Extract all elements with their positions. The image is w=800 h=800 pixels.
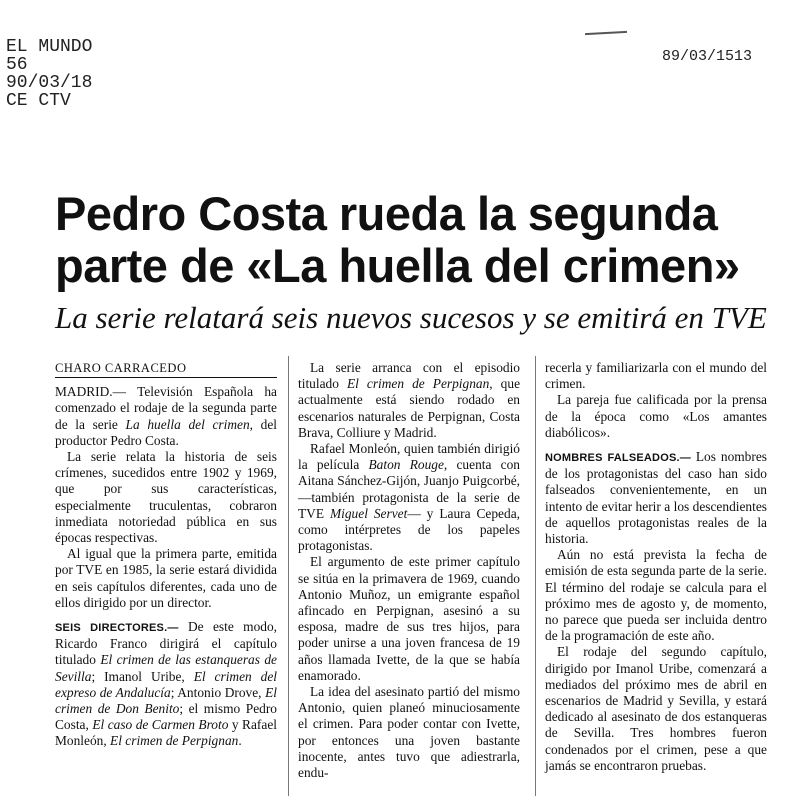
archive-reference-number: 89/03/1513 (661, 48, 752, 65)
paragraph: Al igual que la primera parte, emitida por TVE en 1985, la serie estará dividida en seis capítulos diferentes, cada uno de ellos dirigido por un director. (55, 546, 277, 610)
paragraph: NOMBRES FALSEADOS.— Los nombres de los protagonistas del caso han sido falseados convenientemente, en un intento de evitar herir a los descendientes de aquellos protagonistas reales de la historia. (545, 449, 767, 547)
headline-line-1: Pedro Costa rueda la segunda (55, 187, 718, 240)
paragraph: La pareja fue calificada por la prensa de la época como «Los amantes diabólicos». (545, 392, 767, 440)
section-heading: SEIS DIRECTORES.— (55, 622, 179, 635)
dateline: MADRID.— (55, 384, 138, 400)
article-column-3 (545, 360, 767, 774)
episode-title: El crimen de Don Benito (55, 684, 277, 717)
headline-line-2: parte de «La huella del crimen» (55, 239, 740, 292)
paragraph: Rafael Monleón, quien también dirigió la película Baton Rouge, cuenta con Aitana Sánchez-Gijón, Juanjo Puigcorbé, —también protagonista de la serie de TVE Miguel Servet— y Laura Cepeda, como intérpretes de los papeles protagonistas. (298, 441, 520, 554)
paragraph: SEIS DIRECTORES.— De este modo, Ricardo Franco dirigirá el capítulo titulado El crimen de las estanqueras de Sevilla; Imanol Uribe, El crimen del expreso de Andalucía; Antonio Drove, El crimen de Don Benito; el mismo Pedro Costa, El caso de Carmen Broto y Rafael Monleón, El crimen de Perpignan. (55, 619, 278, 749)
episode-title: El crimen del expreso de Andalucía (55, 668, 278, 700)
episode-title: El caso de Carmen Broto (92, 717, 229, 733)
paragraph: El rodaje del segundo capítulo, dirigido por Imanol Uribe, comenzará a mediados del próximo mes de abril en escenarios de Madrid y Sevilla, y estará dedicado al asesinato de dos estanqueras de Sevilla. Tres hombres fueron condenados por el crimen, pese a que jamás se encontraron pruebas. (545, 644, 767, 773)
paragraph: La serie relata la historia de seis crímenes, sucedidos entre 1902 y 1969, que por sus características, especialmente truculentas, cobraron inmediata notoriedad pública en sus épocas respectivas. (55, 449, 277, 546)
episode-title: El crimen de Perpignan (346, 376, 490, 392)
column-divider (535, 356, 536, 796)
series-title: La huella del crimen (125, 416, 250, 432)
pen-mark (585, 31, 627, 35)
byline: CHARO CARRACEDO (55, 360, 277, 378)
paragraph: MADRID.— Televisión Española ha comenzado el rodaje de la segunda parte de la serie La huella del crimen, del productor Pedro Costa. (55, 384, 278, 448)
stamp-line-page: 56 (6, 55, 28, 75)
article-column-1 (55, 360, 277, 750)
column-divider (288, 356, 289, 796)
film-title: Baton Rouge (368, 457, 444, 473)
stamp-line-newspaper: EL MUNDO (6, 37, 93, 57)
archive-stamp (6, 38, 92, 110)
paragraph: Aún no está prevista la fecha de emisión de esta segunda parte de la serie. El término del rodaje se calcula para el próximo mes de agosto y, de momento, no parece que pueda ser incluida dentro de la programación de este año. (545, 547, 767, 644)
episode-title: El crimen de las estanqueras de Sevilla (55, 652, 277, 684)
episode-title: El crimen de Perpignan (110, 733, 239, 749)
stamp-line-code: CE CTV (6, 91, 71, 111)
paragraph: La idea del asesinato partió del mismo Antonio, quien planeó minuciosamente el crimen. Para poder contar con Ivette, por entonces una joven bastante inocente, antes tuvo que adiestrarla, endu- (298, 684, 520, 781)
paragraph: La serie arranca con el episodio titulado El crimen de Perpignan, que actualmente está siendo rodado en escenarios naturales de Perpignan, Costa Brava, Colliure y Madrid. (298, 360, 521, 440)
paragraph: El argumento de este primer capítulo se sitúa en la primavera de 1969, cuando Antonio Muñoz, un emigrante español afincado en Perpignan, asesinó a su esposa, madre de sus tres hijos, para poder unirse a una joven francesa de 19 años llamada Ivette, de la que se había enamorado. (298, 554, 520, 683)
section-heading: NOMBRES FALSEADOS.— (545, 452, 691, 465)
stamp-line-date: 90/03/18 (6, 73, 93, 93)
headline (55, 188, 775, 292)
article-column-2 (298, 360, 520, 781)
subheadline: La serie relatará seis nuevos sucesos y se emitirá en TVE (55, 300, 767, 335)
paragraph: recerla y familiarizarla con el mundo del crimen. (545, 360, 767, 392)
series-title: Miguel Servet (329, 505, 408, 521)
